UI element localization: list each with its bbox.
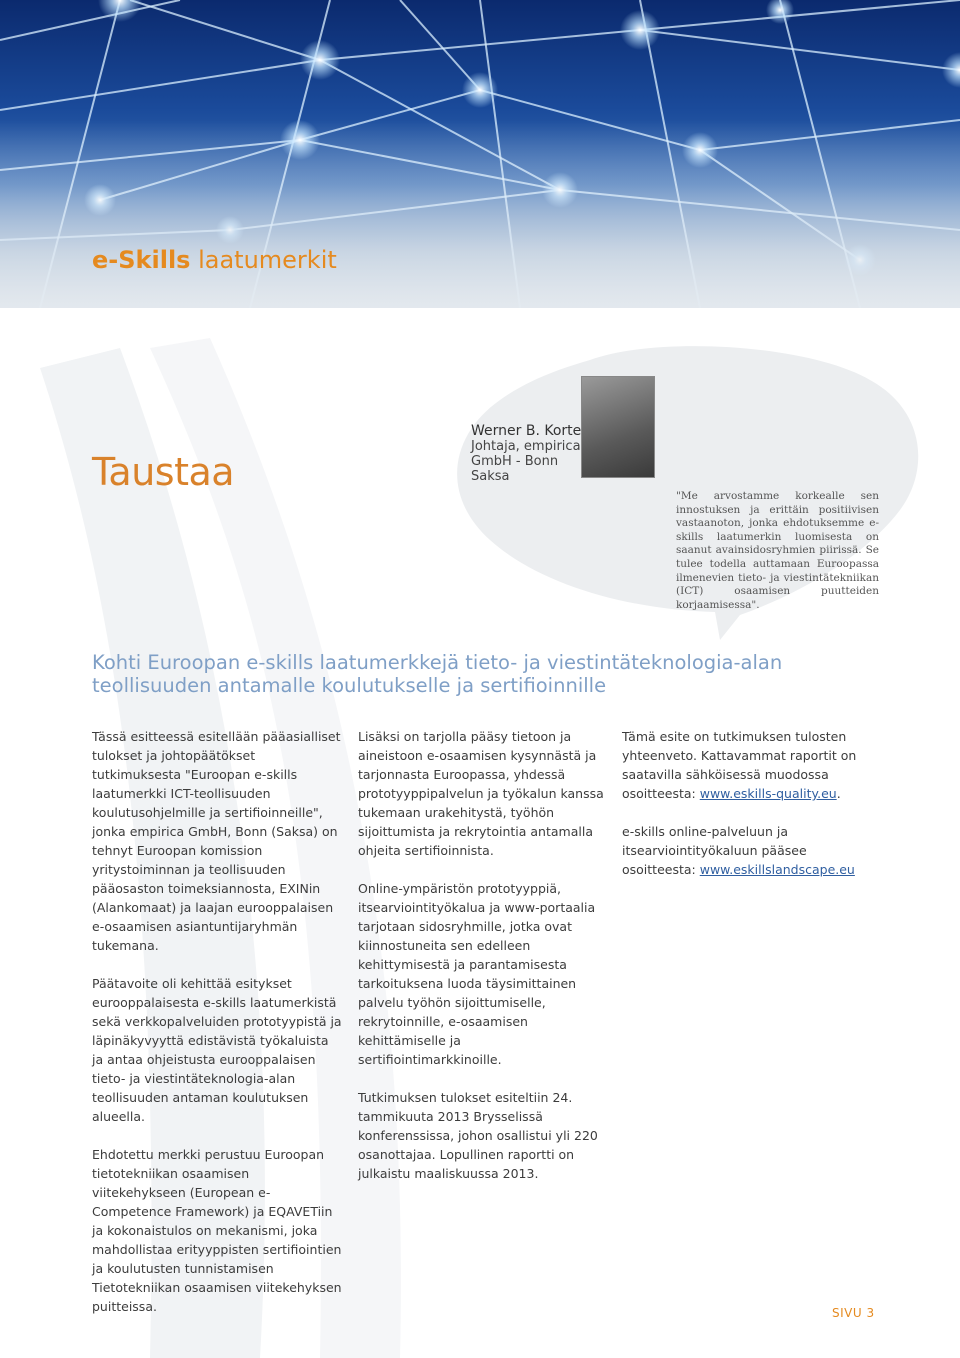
paragraph: Päätavoite oli kehittää esitykset eurooppalaisesta e-skills laatumerkistä sekä verkkopalveluiden prototyypistä ja läpinäkyvyyttä edistävistä työkaluista ja antaa ohjeistusta eurooppalaisen tieto- ja viestintäteknologia-alan teollisuuden antaman koulutuksen alueella. [92, 976, 342, 1124]
document-title [92, 246, 337, 274]
paragraph: Tutkimuksen tulokset esiteltiin 24. tammikuuta 2013 Brysselissä konferenssissa, johon osallistui yli 220 osanottajaa. Lopullinen raportti on julkaistu maaliskuussa 2013. [358, 1090, 598, 1181]
paragraph-text: e-skills online-palveluun ja itsearviointityökaluun pääsee osoitteesta: [622, 824, 807, 877]
quote-author [471, 424, 581, 484]
paragraph [622, 727, 872, 803]
paragraph [622, 822, 872, 879]
author-role-line3: Saksa [471, 469, 510, 484]
portrait-photo [581, 376, 655, 478]
subheading: Kohti Euroopan e-skills laatumerkkejä tieto- ja viestintäteknologia-alan teollisuuden antamalle koulutukselle ja sertifioinnille [92, 651, 783, 697]
header-banner [0, 0, 960, 308]
section-title: Taustaa [92, 450, 235, 494]
paragraph: Online-ympäristön prototyyppiä, itsearviointityökalua ja www-portaalia tarjotaan sidosryhmille, jotka ovat kiinnostuneita sen edelleen kehittymisestä ja parantamisesta tarkoituksena luoda täysimittainen palvelu työhön sijoittumiselle, rekrytoinnille, e-osaamisen kehittämiselle ja sertifiointimarkkinoille. [358, 881, 596, 1067]
title-bold: e-Skills [92, 246, 191, 274]
text-column-2 [358, 727, 606, 1202]
author-role-line1: Johtaja, empirica [471, 439, 581, 454]
quote-text: "Me arvostamme korkealle sen innostuksen ja erittäin positiivisen vastaanoton, jonka ehdotuksemme e-skills laatumerkin luomisesta on saanut avainsidosryhmien piirissä. Se tulee todella auttamaan Euroopassa ilmenevien tieto- ja viestintätekniikan (ICT) osaamisen puutteiden korjaamisessa". [676, 490, 879, 611]
title-rest: laatumerkit [190, 246, 337, 274]
text-column-3 [622, 727, 872, 898]
eskills-quality-link[interactable]: www.eskills-quality.eu [699, 786, 837, 801]
author-role-line2: GmbH - Bonn [471, 454, 559, 469]
page-number: SIVU 3 [832, 1306, 875, 1320]
paragraph: Tässä esitteessä esitellään pääasialliset tulokset ja johtopäätökset tutkimuksesta "Euroopan e-skills laatumerkki ICT-teollisuuden koulutusohjelmille ja sertifioinneille", jonka empirica GmbH, Bonn (Saksa) on tehnyt Euroopan komission yritystoiminnan ja teollisuuden pääosaston toimeksiannosta, EXINin (Alankomaat) ja laajan eurooppalaisen e-osaamisen asiantuntijaryhmän tukemana. [92, 729, 341, 953]
paragraph: Lisäksi on tarjolla pääsy tietoon ja aineistoon e-osaamisen kysynnästä ja tarjonnasta Euroopassa, yhdessä prototyyppipalvelun ja työkalun kanssa tukemaan urakehitystä, työhön sijoittumista ja rekrytointia antamalla ohjeita sertifioinnista. [358, 729, 604, 858]
paragraph-end: . [836, 786, 841, 801]
author-name: Werner B. Korte [471, 423, 582, 439]
eskillslandscape-link[interactable]: www.eskillslandscape.eu [699, 862, 855, 877]
text-column-1 [92, 727, 342, 1335]
paragraph: Ehdotettu merkki perustuu Euroopan tietotekniikan osaamisen viitekehykseen (European e-Competence Framework) ja EQAVETiin ja kokonaistulos on mekanismi, joka mahdollistaa erityyppisten sertifiointien ja koulutusten tunnistamisen Tietotekniikan osaamisen viitekehyksen puitteissa. [92, 1147, 342, 1314]
paragraph-text: Tämä esite on tutkimuksen tulosten yhteenveto. Kattavammat raportit on saatavilla sähköisessä muodossa osoitteesta: [622, 729, 857, 801]
